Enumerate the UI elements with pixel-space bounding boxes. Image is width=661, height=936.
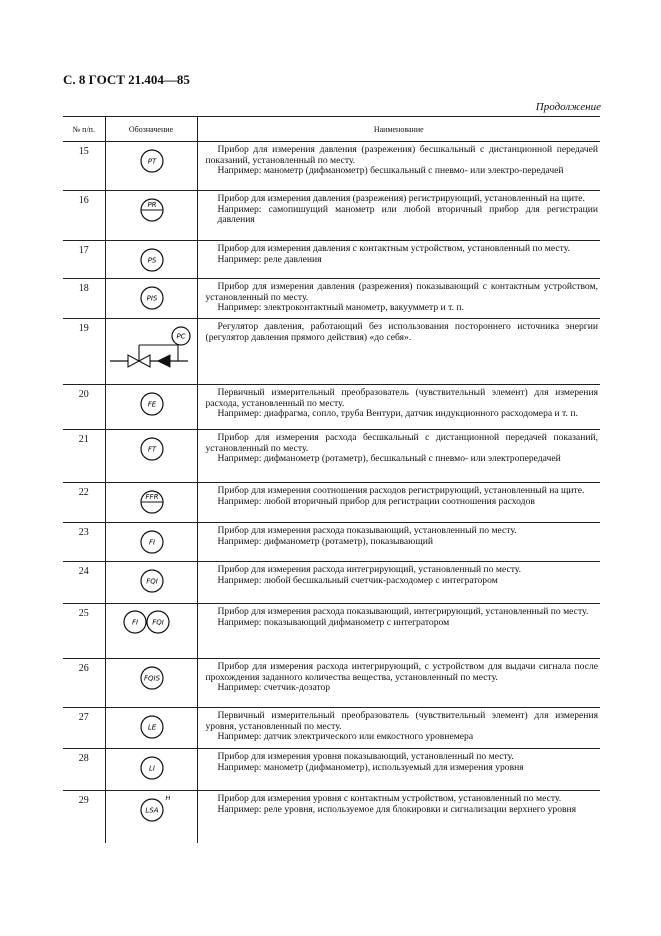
- instrument-symbol: [141, 716, 163, 738]
- symbol-drawing: [106, 241, 198, 278]
- symbol-cell: [105, 483, 197, 523]
- symbol-letters: PC: [175, 332, 186, 341]
- row-description: [197, 523, 600, 562]
- instrument-symbol: [141, 570, 163, 592]
- symbol-superscript: H: [165, 794, 170, 802]
- instrument-symbol: [141, 438, 163, 460]
- symbol-pc: [172, 327, 190, 345]
- continuation-label: Продолжение: [535, 101, 601, 113]
- row-number: 29: [78, 795, 89, 806]
- symbol-drawing: [106, 279, 198, 318]
- table-row: [63, 319, 600, 385]
- row-number: 23: [63, 523, 105, 562]
- table-header-row: [63, 117, 600, 142]
- instrument-symbol: [141, 199, 163, 221]
- symbol-cell: [105, 604, 197, 659]
- table-row: [63, 142, 600, 191]
- pressure-regulator-diagram: [110, 345, 188, 367]
- row-number: 15: [63, 142, 105, 191]
- example-text: Например: дифманометр (ротаметр), бесшкальный с пневмо- или электропередачей: [217, 453, 561, 465]
- table-row: [63, 385, 600, 430]
- symbol-drawing: [106, 659, 198, 707]
- row-description: [197, 562, 600, 604]
- symbol-cell: [105, 191, 197, 241]
- description-text: Прибор для измерения расхода интегрирующий, установленный по месту.: [217, 564, 522, 575]
- table-row: [63, 708, 600, 749]
- instrument-symbol: [141, 531, 163, 553]
- example-text: Например: манометр (дифманометр), используемый для измерения уровня: [217, 761, 524, 773]
- symbol-letters: PIS: [146, 294, 157, 303]
- row-description: [197, 708, 600, 749]
- symbol-cell: [105, 241, 197, 279]
- example-text: Например: диафрагма, сопло, труба Вентури, датчик индукционного расходомера и т. п.: [217, 408, 578, 420]
- instrument-symbol: [141, 667, 163, 689]
- row-description: [197, 142, 600, 191]
- example-text: Например: датчик электрического или емкостного уровнемера: [217, 731, 474, 743]
- symbol-cell: [105, 385, 197, 430]
- description-text: Первичный измерительный преобразователь (чувствительный элемент) для измерения расхода, установленный по месту.: [205, 387, 598, 409]
- symbol-cell: [105, 562, 197, 604]
- symbol-drawing: [106, 562, 198, 603]
- valve-left-icon: [128, 355, 139, 367]
- symbol-cell: [105, 279, 197, 319]
- symbols-table: [63, 116, 600, 843]
- symbol-letters: FI: [148, 538, 155, 547]
- table-row: [63, 241, 600, 279]
- row-description: [197, 430, 600, 483]
- symbol-letters: PT: [147, 157, 156, 166]
- description-text: Прибор для измерения давления (разрежения) показывающий с контактным устройством, установленный по месту.: [205, 281, 598, 303]
- table-row: [63, 562, 600, 604]
- row-description: [197, 191, 600, 241]
- symbol-drawing: [106, 708, 198, 748]
- row-number: 18: [63, 279, 105, 319]
- column-header-number: № п/п.: [63, 117, 105, 142]
- example-text: Например: счетчик-дозатор: [217, 682, 331, 694]
- description-text: Прибор для измерения давления с контактным устройством, установленный по месту.: [217, 243, 570, 254]
- example-text: Например: реле уровня, используемое для блокировки и сигнализации верхнего уровня: [217, 803, 577, 815]
- symbol-drawing: [106, 791, 198, 843]
- flow-arrow-icon: [158, 355, 170, 367]
- example-text: Например: электроконтактный манометр, вакуумметр и т. п.: [217, 302, 464, 314]
- row-number: 25: [63, 604, 105, 659]
- table-row: [63, 191, 600, 241]
- row-number: 21: [63, 430, 105, 483]
- page-header: С. 8 ГОСТ 21.404—85: [63, 72, 190, 87]
- row-description: [197, 241, 600, 279]
- row-number: 16: [63, 191, 105, 241]
- table-row: [63, 279, 600, 319]
- column-header-symbol: Обозначение: [105, 117, 197, 142]
- symbol-cell: [105, 749, 197, 791]
- symbol-cell: [105, 142, 197, 191]
- row-description: [197, 791, 600, 844]
- description-text: Прибор для измерения расхода показывающий, установленный по месту.: [217, 525, 517, 536]
- description-text: Прибор для измерения расхода интегрирующий, с устройством для выдачи сигнала после прохождения заданного количества вещества, установленный по месту.: [205, 661, 598, 683]
- symbol-drawing: [106, 523, 198, 561]
- row-number: 26: [63, 659, 105, 708]
- instrument-symbol: [141, 799, 163, 821]
- row-number: 28: [63, 749, 105, 791]
- symbol-letters: FE: [147, 400, 156, 409]
- row-number: 27: [63, 708, 105, 749]
- table-row: [63, 523, 600, 562]
- symbol-letters: LE: [147, 723, 156, 732]
- row-description: [197, 749, 600, 791]
- description-text: Прибор для измерения уровня с контактным устройством, установленный по месту.: [217, 793, 562, 804]
- symbol-cell: [105, 319, 197, 385]
- table-row: [63, 604, 600, 659]
- symbol-cell: [105, 523, 197, 562]
- table-row: [63, 791, 600, 844]
- symbol-letters: FQI: [145, 577, 158, 586]
- instrument-symbol: [141, 757, 163, 779]
- symbol-drawing: [106, 385, 198, 429]
- symbol-drawing: [106, 319, 198, 384]
- valve-right-icon: [139, 355, 150, 367]
- symbol-drawing: [106, 483, 198, 522]
- description-text: Прибор для измерения давления (разрежения) регистрирующий, установленный на щите.: [217, 193, 585, 204]
- instrument-symbol: [141, 249, 163, 271]
- example-text: Например: дифманометр (ротаметр), показывающий: [217, 535, 433, 547]
- example-text: Например: реле давления: [217, 253, 322, 265]
- symbol-drawing: [106, 142, 198, 190]
- symbol-drawing: [106, 749, 198, 790]
- row-number: 22: [63, 483, 105, 523]
- symbol-letters: FQIS: [143, 674, 160, 683]
- row-description: [197, 279, 600, 319]
- symbol-letters: FQI: [151, 618, 164, 627]
- description-text: Прибор для измерения расхода показывающий, интегрирующий, установленный по месту.: [217, 606, 589, 617]
- row-description: [197, 659, 600, 708]
- symbol-letters: LI: [148, 764, 155, 773]
- example-text: Например: любой вторичный прибор для регистрации соотношения расходов: [217, 495, 535, 507]
- symbol-fi: [124, 611, 146, 633]
- symbol-drawing: [106, 430, 198, 482]
- instrument-symbol: [141, 491, 163, 513]
- table-row: [63, 483, 600, 523]
- description-text: Прибор для измерения расхода бесшкальный с дистанционной передачей показаний, установленный по месту.: [205, 432, 598, 454]
- description-text: Прибор для измерения уровня показывающий, установленный по месту.: [217, 751, 514, 762]
- symbol-letters: FFR: [145, 493, 158, 501]
- description-text: Первичный измерительный преобразователь (чувствительный элемент) для измерения уровня, установленный по месту.: [205, 710, 598, 732]
- description-text: Прибор для измерения соотношения расходов регистрирующий, установленный на щите.: [217, 485, 585, 496]
- symbol-cell: [105, 659, 197, 708]
- example-text: Например: любой бесшкальный счетчик-расходомер с интегратором: [217, 574, 498, 586]
- row-description: [197, 604, 600, 659]
- row-number: 17: [63, 241, 105, 279]
- column-header-name: Наименование: [197, 117, 600, 142]
- instrument-symbol: [141, 393, 163, 415]
- symbol-letters: PS: [147, 256, 156, 265]
- symbol-drawing: [106, 604, 198, 658]
- symbol-letters: FI: [131, 618, 138, 627]
- instrument-symbol: [141, 150, 163, 172]
- example-text: Например: самопишущий манометр или любой вторичный прибор для регистрации давления: [217, 203, 598, 226]
- table-row: [63, 659, 600, 708]
- table-row: [63, 430, 600, 483]
- description-text: Прибор для измерения давления (разрежения) бесшкальный с дистанционной передачей показаний, установленный по месту.: [205, 144, 598, 166]
- symbol-letters: FT: [147, 445, 156, 454]
- row-description: [197, 483, 600, 523]
- row-number: 19: [63, 319, 105, 385]
- table-row: [63, 749, 600, 791]
- symbol-cell: [105, 708, 197, 749]
- symbol-cell: [105, 430, 197, 483]
- row-description: [197, 385, 600, 430]
- symbol-fqi: [147, 611, 169, 633]
- row-number: 24: [63, 562, 105, 604]
- symbol-drawing: [106, 191, 198, 240]
- example-text: Например: манометр (дифманометр) бесшкальный с пневмо- или электро-передачей: [217, 165, 564, 177]
- row-number: 20: [63, 385, 105, 430]
- symbol-cell: [105, 791, 197, 844]
- symbol-letters: LSA: [144, 806, 159, 815]
- description-text: Регулятор давления, работающий без использования постороннего источника энергии (регулятор давления прямого действия) «до себя».: [205, 321, 598, 343]
- row-description: [197, 319, 600, 385]
- example-text: Например: показывающий дифманометр с интегратором: [217, 616, 450, 628]
- instrument-symbol: [141, 287, 163, 309]
- symbol-letters: PR: [146, 201, 157, 209]
